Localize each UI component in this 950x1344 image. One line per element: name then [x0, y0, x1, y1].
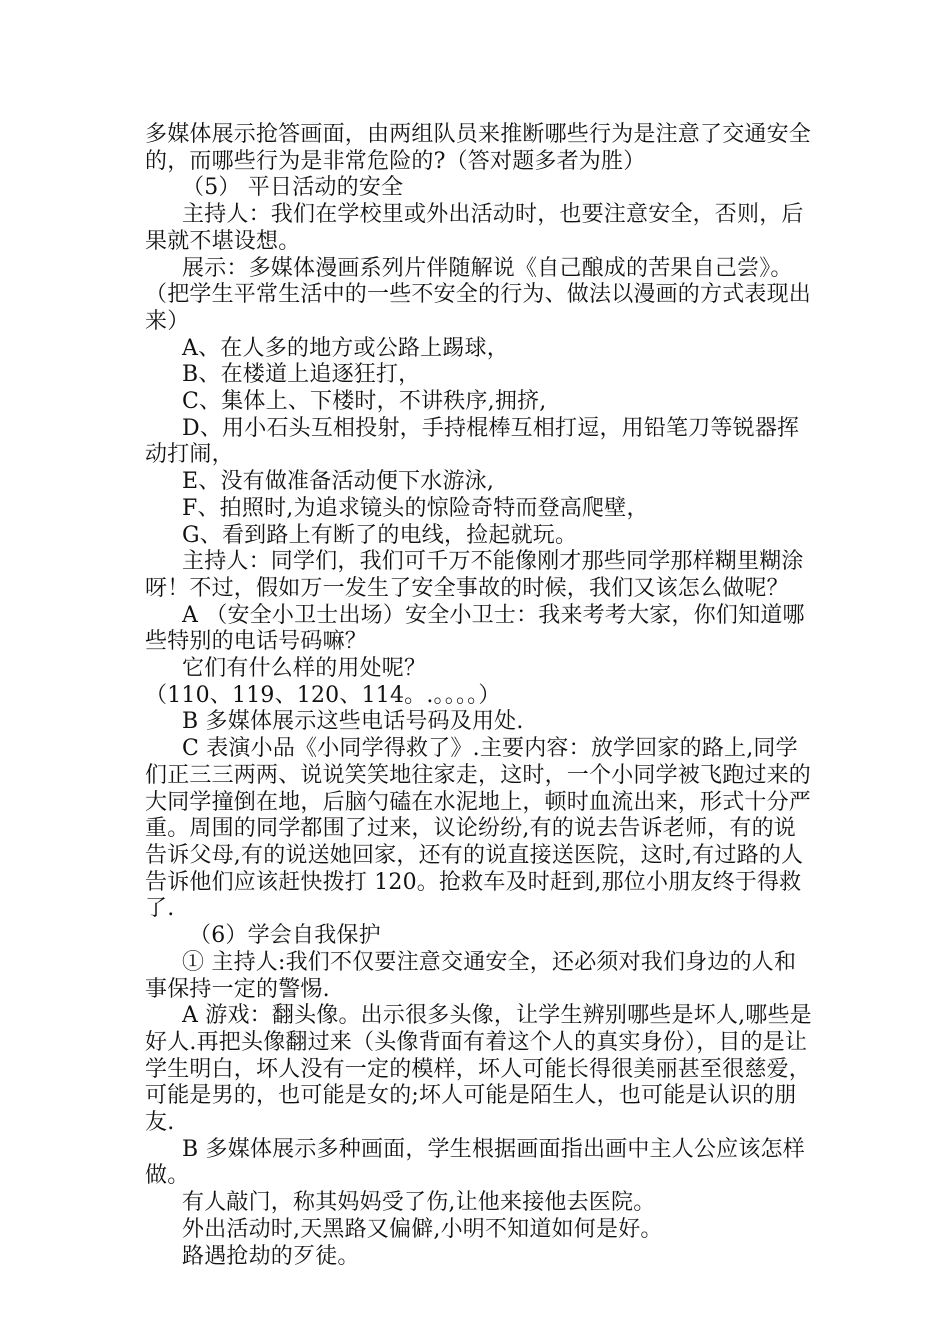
paragraph-skit: C 表演小品《小同学得救了》.主要内容：放学回家的路上,同学们正三三两两、说说笑笑地往家走，这时，一个小同学被飞跑过来的大同学撞倒在地，后脑勺磕在水泥地上，顿时血流出来，形式十分严重。周围的同学都围了过来，议论纷纷,有的说去告诉老师，有的说告诉父母,有的说送她回家，还有的说直接送医院，这时,有过路的人告诉他们应该赶快拨打 120。抢救车及时赶到,那位小朋友终于得救了. — [145, 736, 812, 922]
list-item-g: G、看到路上有断了的电线，捡起就玩。 — [182, 522, 578, 548]
paragraph-scenario-display: B 多媒体展示多种画面，学生根据画面指出画中主人公应该怎样做。 — [145, 1136, 805, 1189]
paragraph-phone-usage-question: 它们有什么样的用处呢？ — [182, 656, 427, 682]
list-item-e: E、没有做准备活动便下水游泳, — [182, 469, 495, 495]
list-item-a: A、在人多的地方或公路上踢球， — [182, 335, 509, 361]
list-item-c: C、集体上、下楼时，不讲秩序,拥挤, — [182, 389, 547, 415]
section-heading-self-protection: （6）学会自我保护 — [189, 923, 381, 949]
scenario-item-robbery: 路遇抢劫的歹徒。 — [182, 1243, 360, 1269]
list-item-f: F、拍照时,为追求镜头的惊险奇特而登高爬壁， — [182, 495, 649, 521]
list-item-b: B、在楼道上追逐狂打， — [182, 362, 421, 388]
paragraph-cartoon-display: 展示：多媒体漫画系列片伴随解说《自己酿成的苦果自己尝》。（把学生平常生活中的一些不安全的行为、做法以漫画的方式表现出来） — [145, 255, 812, 334]
scenario-item-dark-road: 外出活动时,天黑路又偏僻,小明不知道如何是好。 — [182, 1216, 663, 1242]
paragraph-flip-avatar-game: A 游戏：翻头像。出示很多头像，让学生辨别哪些是坏人,哪些是好人.再把头像翻过来（头像背面有着这个人的真实身份），目的是让学生明白，坏人没有一定的模样，坏人可能长得很美丽甚至很慈爱，可能是男的，也可能是女的;坏人可能是陌生人，也可能是认识的朋友. — [145, 1003, 812, 1136]
paragraph-phone-numbers: （110、119、120、114。.。。。。） — [145, 682, 501, 708]
paragraph-safety-guard-quiz: A （安全小卫士出场）安全小卫士：我来考考大家，你们知道哪些特别的电话号码嘛？ — [145, 602, 805, 655]
paragraph-quiz-intro: 多媒体展示抢答画面，由两组队员来推断哪些行为是注意了交通安全的，而哪些行为是非常危险的?（答对题多者为胜） — [145, 122, 812, 174]
paragraph-host-accident-question: 主持人：同学们，我们可千万不能像刚才那些同学那样糊里糊涂呀！不过，假如万一发生了安全事故的时候，我们又该怎么做呢？ — [145, 549, 804, 601]
section-heading-daily-activity-safety: （5） 平日活动的安全 — [182, 175, 404, 201]
list-item-d: D、用小石头互相投射，手持棍棒互相打逗，用铅笔刀等锐器挥动打闹， — [145, 415, 800, 468]
paragraph-host-vigilance: ① 主持人:我们不仅要注意交通安全，还必须对我们身边的人和事保持一定的警惕. — [145, 949, 797, 1002]
scenario-item-knock: 有人敲门，称其妈妈受了伤,让他来接他去医院。 — [182, 1190, 656, 1216]
paragraph-host-activity-safety: 主持人：我们在学校里或外出活动时，也要注意安全，否则，后果就不堪设想。 — [145, 202, 804, 254]
paragraph-phone-display: B 多媒体展示这些电话号码及用处. — [182, 709, 524, 735]
document-body — [145, 122, 815, 1270]
